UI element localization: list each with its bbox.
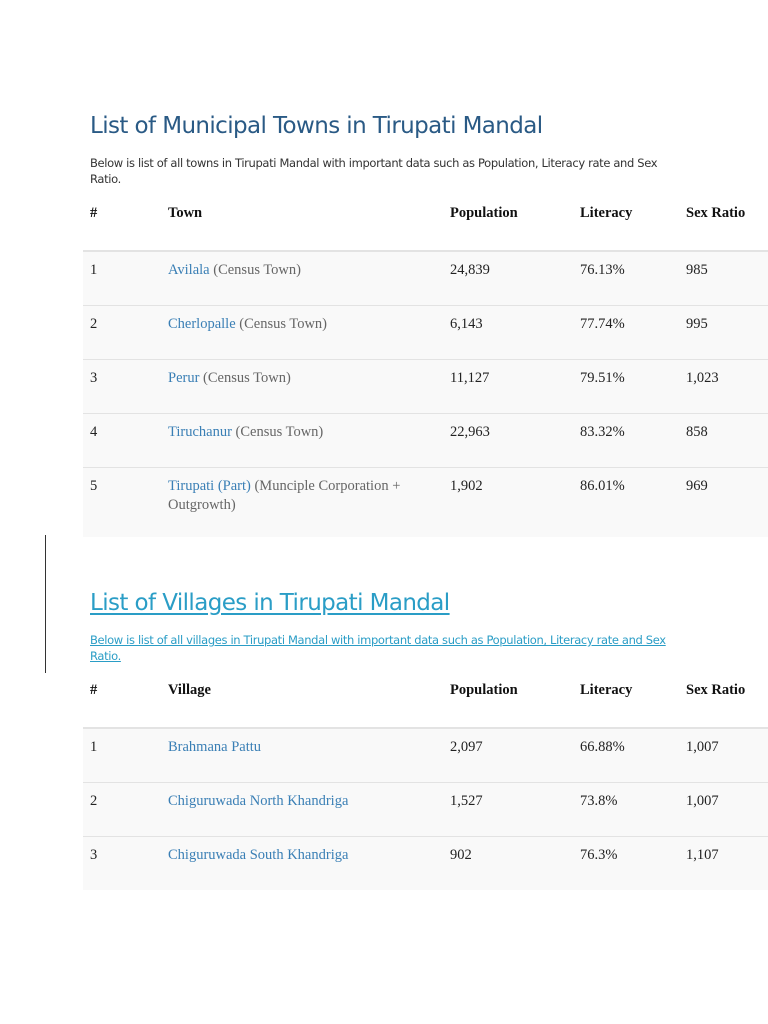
town-link[interactable]: Avilala: [168, 262, 210, 278]
literacy-cell: 66.88%: [573, 728, 679, 782]
column-header-sex-ratio: Sex Ratio: [679, 204, 768, 251]
row-number: 1: [83, 251, 161, 305]
town-link[interactable]: Cherlopalle: [168, 315, 236, 332]
population-cell: 22,963: [443, 413, 573, 467]
row-number: 3: [83, 359, 161, 413]
town-type: (Munciple Corporation + Outgrowth): [168, 477, 401, 513]
towns-intro: Below is list of all towns in Tirupati Mandal with important data such as Population, Literacy rate and Sex Ratio.: [90, 156, 658, 186]
table-row: [83, 413, 768, 467]
town-type: (Census Town): [235, 423, 324, 440]
village-cell: [161, 728, 443, 782]
table-row: [83, 305, 768, 359]
town-type: (Census Town): [203, 369, 291, 386]
row-number: 5: [83, 467, 161, 537]
column-header-number: #: [83, 204, 161, 251]
sex-ratio-cell: 858: [679, 413, 768, 467]
town-type: (Census Town): [239, 315, 328, 332]
column-header-literacy: Literacy: [573, 681, 679, 728]
literacy-cell: 79.51%: [573, 359, 679, 413]
sex-ratio-cell: 1,007: [679, 782, 768, 836]
town-cell: [161, 359, 443, 413]
sex-ratio-cell: 1,007: [679, 728, 768, 782]
table-row: [83, 728, 768, 782]
town-type: (Census Town): [213, 262, 301, 278]
population-cell: 6,143: [443, 305, 573, 359]
village-cell: [161, 836, 443, 890]
literacy-cell: 83.32%: [573, 413, 679, 467]
population-cell: 24,839: [443, 251, 573, 305]
population-cell: 2,097: [443, 728, 573, 782]
literacy-cell: 77.74%: [573, 305, 679, 359]
town-link[interactable]: Perur: [168, 369, 200, 386]
row-number: 1: [83, 728, 161, 782]
town-cell: [161, 251, 443, 305]
sex-ratio-cell: 995: [679, 305, 768, 359]
village-link[interactable]: Brahmana Pattu: [168, 739, 262, 755]
literacy-cell: 76.13%: [573, 251, 679, 305]
village-link[interactable]: Chiguruwada South Khandriga: [168, 846, 349, 863]
town-link[interactable]: Tiruchanur: [168, 423, 232, 440]
column-header-population: Population: [443, 681, 573, 728]
villages-title[interactable]: List of Villages in Tirupati Mandal: [90, 590, 450, 616]
table-row: [83, 467, 768, 537]
sex-ratio-cell: 985: [679, 251, 768, 305]
sex-ratio-cell: 1,107: [679, 836, 768, 890]
margin-line: [45, 535, 46, 673]
row-number: 2: [83, 782, 161, 836]
table-row: [83, 836, 768, 890]
column-header-town: Town: [161, 204, 443, 251]
villages-table: [83, 681, 768, 890]
row-number: 4: [83, 413, 161, 467]
table-row: [83, 359, 768, 413]
population-cell: 11,127: [443, 359, 573, 413]
sex-ratio-cell: 1,023: [679, 359, 768, 413]
table-row: [83, 782, 768, 836]
town-cell: [161, 305, 443, 359]
literacy-cell: 86.01%: [573, 467, 679, 537]
column-header-village: Village: [161, 681, 443, 728]
row-number: 3: [83, 836, 161, 890]
towns-title: List of Municipal Towns in Tirupati Mandal: [90, 113, 543, 139]
town-cell: [161, 467, 443, 537]
population-cell: 902: [443, 836, 573, 890]
column-header-sex-ratio: Sex Ratio: [679, 681, 768, 728]
villages-header-row: [83, 681, 768, 728]
table-row: [83, 251, 768, 305]
column-header-population: Population: [443, 204, 573, 251]
town-link[interactable]: Tirupati (Part): [168, 477, 251, 494]
literacy-cell: 76.3%: [573, 836, 679, 890]
population-cell: 1,527: [443, 782, 573, 836]
village-link[interactable]: Chiguruwada North Khandriga: [168, 792, 349, 809]
village-cell: [161, 782, 443, 836]
villages-intro[interactable]: Below is list of all villages in Tirupati Mandal with important data such as Population, Literacy rate and Sex Ratio.: [90, 633, 666, 663]
population-cell: 1,902: [443, 467, 573, 537]
row-number: 2: [83, 305, 161, 359]
column-header-literacy: Literacy: [573, 204, 679, 251]
column-header-number: #: [83, 681, 161, 728]
towns-header-row: [83, 204, 768, 251]
towns-table: [83, 204, 768, 537]
sex-ratio-cell: 969: [679, 467, 768, 537]
town-cell: [161, 413, 443, 467]
literacy-cell: 73.8%: [573, 782, 679, 836]
